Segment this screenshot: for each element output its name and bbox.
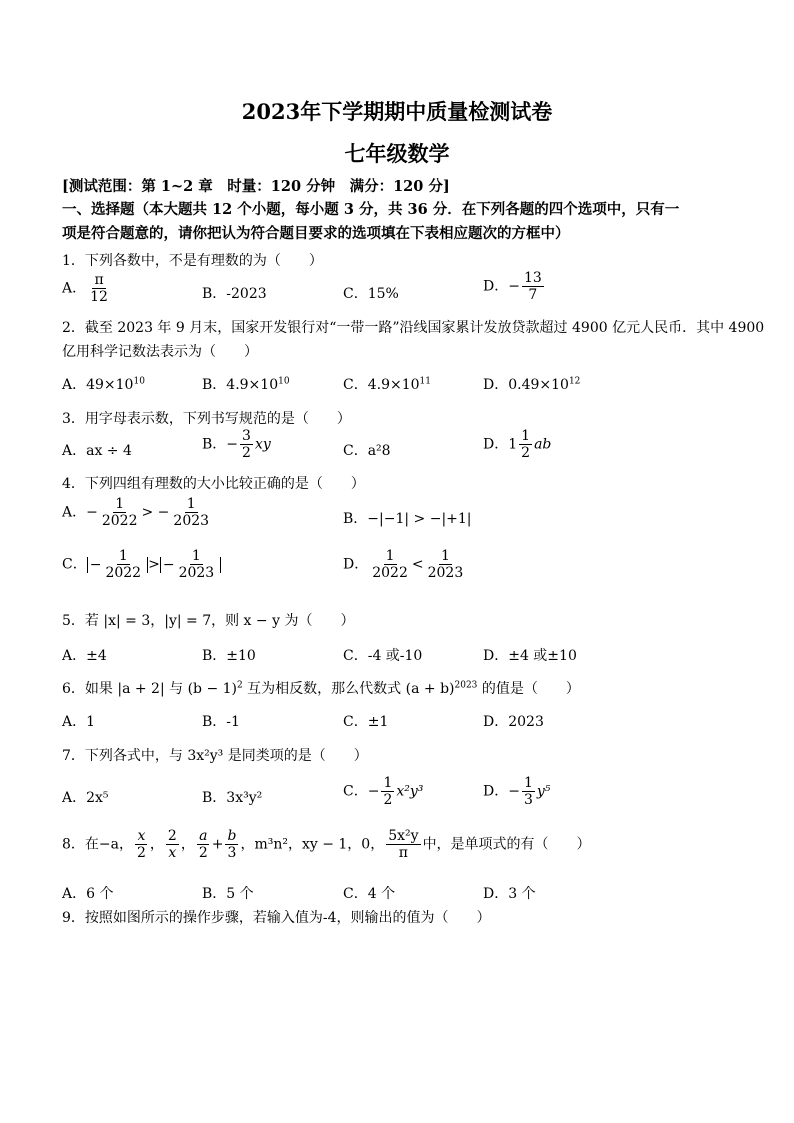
q3-option-b: B．− $\frac{3}{2}$ xy xyxy=(202,428,271,461)
exam-title: 2023年下学期期中质量检测试卷 xyxy=(241,99,553,124)
q6-option-b: B．-1 xyxy=(202,714,240,730)
q5-option-a: A．±4 xyxy=(62,648,107,664)
q2-stem-line2: 亿用科学记数法表示为（ ） xyxy=(62,344,258,360)
q7-option-c: C．− $\frac{1}{2}$ x²y³ xyxy=(343,775,424,808)
q3-stem: 3．用字母表示数，下列书写规范的是（ ） xyxy=(62,411,351,427)
q2-stem-line1: 2．截至 2023 年 9 月末，国家开发银行对“一带一路”沿线国家累计发放贷款超过 4900 亿元人民币．其中 4900 xyxy=(62,320,765,336)
q7-option-b: B．3x³y² xyxy=(202,790,263,806)
q8-option-b: B．5 个 xyxy=(202,886,254,902)
q6-option-c: C．±1 xyxy=(343,714,389,730)
q4-option-b: B．−|−1| > −|+1| xyxy=(343,511,472,527)
section-instructions-line2: 项是符合题意的，请你把认为符合题目要求的选项填在下表相应题次的方框中） xyxy=(62,225,570,242)
q4-option-c: C． − $\frac{1}{2022}$ > − $\frac{1}{2023}$ xyxy=(62,548,221,581)
q2-option-d: D．$0.49\times 10^{12}$ xyxy=(483,376,581,393)
q5-option-c: C．-4 或-10 xyxy=(343,648,423,664)
q8-option-a: A．6 个 xyxy=(62,886,114,902)
q3-option-d: D．1 $\frac{1}{2}$ ab xyxy=(483,428,552,461)
q4-option-a: A．− $\frac{1}{2022}$ > − $\frac{1}{2023}$ xyxy=(62,496,210,529)
q1-stem: 1．下列各数中，不是有理数的为（ ） xyxy=(62,253,323,269)
q2-option-c: C．$4.9\times 10^{11}$ xyxy=(343,376,431,393)
q9-stem: 9．按照如图所示的操作步骤，若输入值为-4，则输出的值为（ ） xyxy=(62,910,491,926)
q6-option-d: D．2023 xyxy=(483,714,544,730)
q8-stem: 8．在−a， $\frac{x}{2}$ ， $\frac{2}{x}$ ， $\frac{a}{2}$ + $\frac{b}{3}$ ，m³n²，xy − 1，0， $\frac{\text{5x²y}}{\pi}$ 中，是单项式的有（ ） xyxy=(62,828,591,861)
section-instructions-line1: 一、选择题（本大题共 12 个小题，每小题 3 分，共 36 分．在下列各题的四个选项中，只有一 xyxy=(62,201,680,218)
q3-option-a: A．ax ÷ 4 xyxy=(62,443,132,459)
q3-option-c: C．a²8 xyxy=(343,443,391,459)
q1-option-a: A． $\frac{\pi}{12}$ xyxy=(62,272,108,305)
test-scope: [测试范围：第 1~2 章 时量：120 分钟 满分：120 分] xyxy=(62,178,450,195)
q2-option-a: A．$49\times 10^{10}$ xyxy=(62,376,145,393)
q7-option-d: D．− $\frac{1}{3}$ y⁵ xyxy=(483,775,551,808)
q6-option-a: A．1 xyxy=(62,714,96,730)
q4-stem: 4．下列四组有理数的大小比较正确的是（ ） xyxy=(62,476,365,492)
q7-stem: 7．下列各式中，与 3x²y³ 是同类项的是（ ） xyxy=(62,748,368,764)
q5-option-b: B．±10 xyxy=(202,648,256,664)
q4-option-d: D． $\frac{1}{2022}$ < $\frac{1}{2023}$ xyxy=(343,548,464,581)
q8-option-c: C．4 个 xyxy=(343,886,396,902)
q5-option-d: D．±4 或±10 xyxy=(483,648,577,664)
q2-option-b: B．$4.9\times 10^{10}$ xyxy=(202,376,290,393)
q1-option-d: D．− $\frac{13}{7}$ xyxy=(483,270,542,303)
exam-subtitle: 七年级数学 xyxy=(344,141,450,166)
q5-stem: 5．若 |x| = 3，|y| = 7，则 x − y 为（ ） xyxy=(62,613,355,629)
q7-option-a: A．2x⁵ xyxy=(62,790,109,806)
q6-stem: 6．如果 |a + 2| 与 $(b - 1)^2$ 互为相反数，那么代数式 $(a + b)^{2023}$ 的值是（ ） xyxy=(62,680,580,697)
q8-option-d: D．3 个 xyxy=(483,886,536,902)
q1-option-c: C．15% xyxy=(343,286,399,302)
q1-option-b: B．-2023 xyxy=(202,286,267,302)
